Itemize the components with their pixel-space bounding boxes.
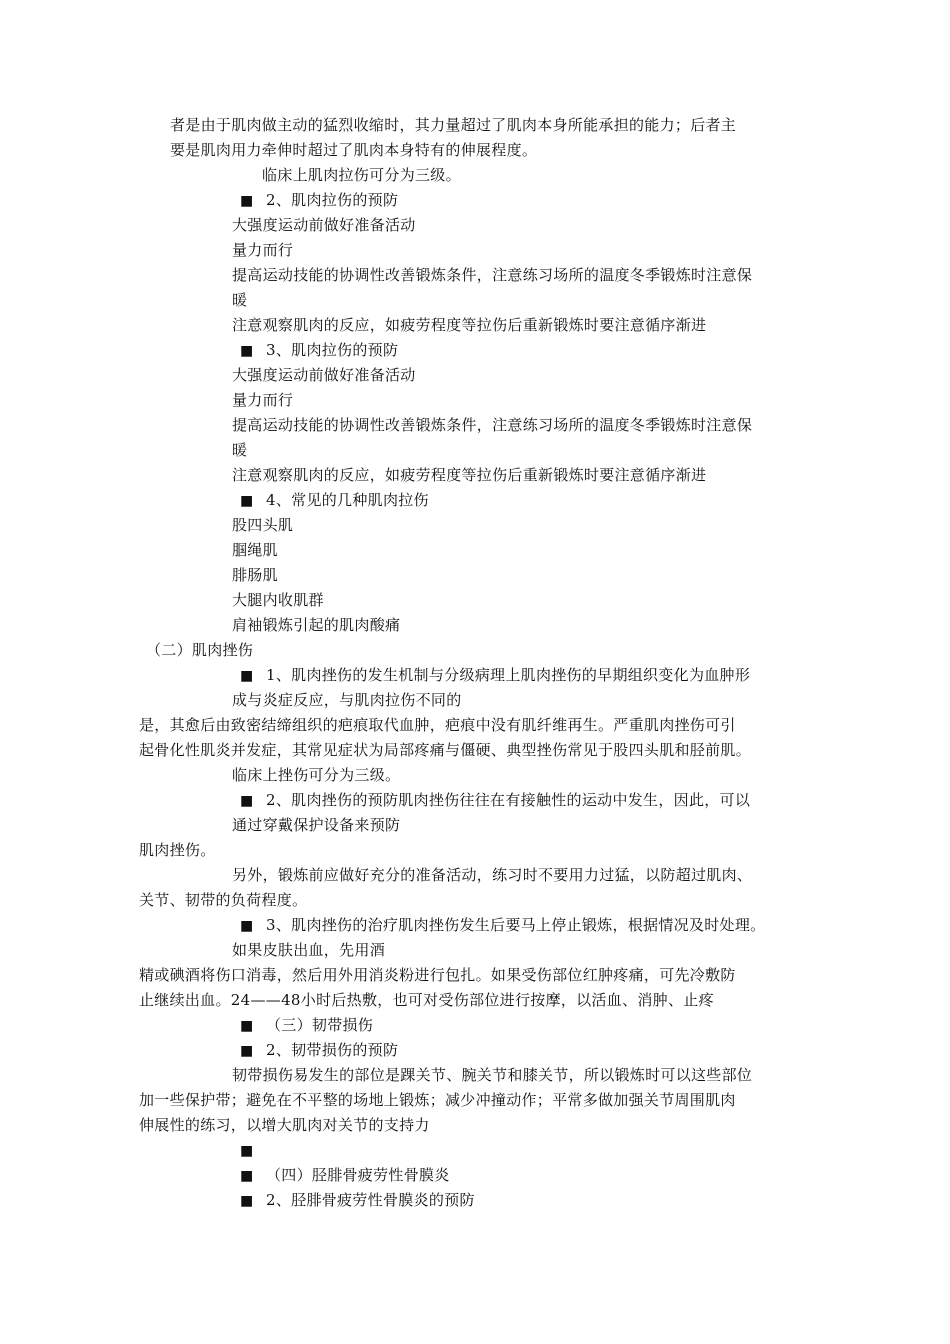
- paragraph-line: 另外，锻炼前应做好充分的准备活动，练习时不要用力过猛，以防超过肌肉、: [232, 866, 753, 884]
- paragraph-line: 要是肌肉用力牵伸时超过了肌肉本身特有的伸展程度。: [170, 141, 538, 159]
- bullet-heading: ■ 4、常见的几种肌肉拉伤: [240, 490, 429, 511]
- section-heading: （二）肌肉挫伤: [146, 641, 254, 659]
- list-item: 注意观察肌肉的反应，如疲劳程度等拉伤后重新锻炼时要注意循序渐进: [232, 466, 707, 484]
- list-item: 提高运动技能的协调性改善锻炼条件，注意练习场所的温度冬季锻炼时注意保: [232, 266, 753, 284]
- paragraph-line: 止继续出血。24——48小时后热敷，也可对受伤部位进行按摩，以活血、消肿、止疼: [139, 991, 714, 1009]
- bullet-heading: ■ 3、肌肉挫伤的治疗肌肉挫伤发生后要马上停止锻炼，根据情况及时处理。: [240, 915, 765, 936]
- list-item: 暖: [232, 441, 248, 459]
- paragraph-line: 伸展性的练习，以增大肌肉对关节的支持力: [139, 1116, 430, 1134]
- paragraph-line: 通过穿戴保护设备来预防: [232, 816, 401, 834]
- list-item: 大强度运动前做好准备活动: [232, 366, 416, 384]
- section-heading: ■ （三）韧带损伤: [240, 1015, 373, 1036]
- list-item: 腘绳肌: [232, 541, 278, 559]
- bullet-heading: ■ 1、肌肉挫伤的发生机制与分级病理上肌肉挫伤的早期组织变化为血肿形: [240, 665, 750, 686]
- paragraph-line: 者是由于肌肉做主动的猛烈收缩时，其力量超过了肌肉本身所能承担的能力；后者主: [170, 116, 737, 134]
- paragraph-line: 精或碘酒将伤口消毒，然后用外用消炎粉进行包扎。如果受伤部位红肿疼痛，可先冷敷防: [139, 966, 736, 984]
- bullet-empty: [240, 1140, 266, 1161]
- paragraph-line: 临床上挫伤可分为三级。: [232, 766, 401, 784]
- paragraph-line: 是，其愈后由致密结缔组织的疤痕取代血肿，疤痕中没有肌纤维再生。严重肌肉挫伤可引: [139, 716, 736, 734]
- paragraph-line: 韧带损伤易发生的部位是踝关节、腕关节和膝关节，所以锻炼时可以这些部位: [232, 1066, 753, 1084]
- paragraph-line: 关节、韧带的负荷程度。: [139, 891, 308, 909]
- section-heading: ■ （四）胫腓骨疲劳性骨膜炎: [240, 1165, 450, 1186]
- bullet-heading: ■ 2、胫腓骨疲劳性骨膜炎的预防: [240, 1190, 475, 1211]
- paragraph-line: 成与炎症反应，与肌肉拉伤不同的: [232, 691, 462, 709]
- paragraph-line: 肌肉挫伤。: [139, 841, 216, 859]
- list-item: 注意观察肌肉的反应，如疲劳程度等拉伤后重新锻炼时要注意循序渐进: [232, 316, 707, 334]
- paragraph-line: 如果皮肤出血，先用酒: [232, 941, 386, 959]
- list-item: 大腿内收肌群: [232, 591, 324, 609]
- bullet-heading: ■ 2、肌肉拉伤的预防: [240, 190, 398, 211]
- bullet-heading: ■ 3、肌肉拉伤的预防: [240, 340, 398, 361]
- paragraph-line: 起骨化性肌炎并发症，其常见症状为局部疼痛与僵硬、典型挫伤常见于股四头肌和胫前肌。: [139, 741, 752, 759]
- list-item: 暖: [232, 291, 248, 309]
- list-item: 腓肠肌: [232, 566, 278, 584]
- paragraph-line: 加一些保护带；避免在不平整的场地上锻炼；减少冲撞动作；平常多做加强关节周围肌肉: [139, 1091, 736, 1109]
- list-item: 股四头肌: [232, 516, 294, 534]
- bullet-heading: ■ 2、韧带损伤的预防: [240, 1040, 398, 1061]
- paragraph-line: 临床上肌肉拉伤可分为三级。: [262, 166, 461, 184]
- list-item: 量力而行: [232, 241, 294, 259]
- bullet-heading: ■ 2、肌肉挫伤的预防肌肉挫伤往往在有接触性的运动中发生，因此，可以: [240, 790, 750, 811]
- list-item: 提高运动技能的协调性改善锻炼条件，注意练习场所的温度冬季锻炼时注意保: [232, 416, 753, 434]
- list-item: 量力而行: [232, 391, 294, 409]
- list-item: 肩袖锻炼引起的肌肉酸痛: [232, 616, 401, 634]
- list-item: 大强度运动前做好准备活动: [232, 216, 416, 234]
